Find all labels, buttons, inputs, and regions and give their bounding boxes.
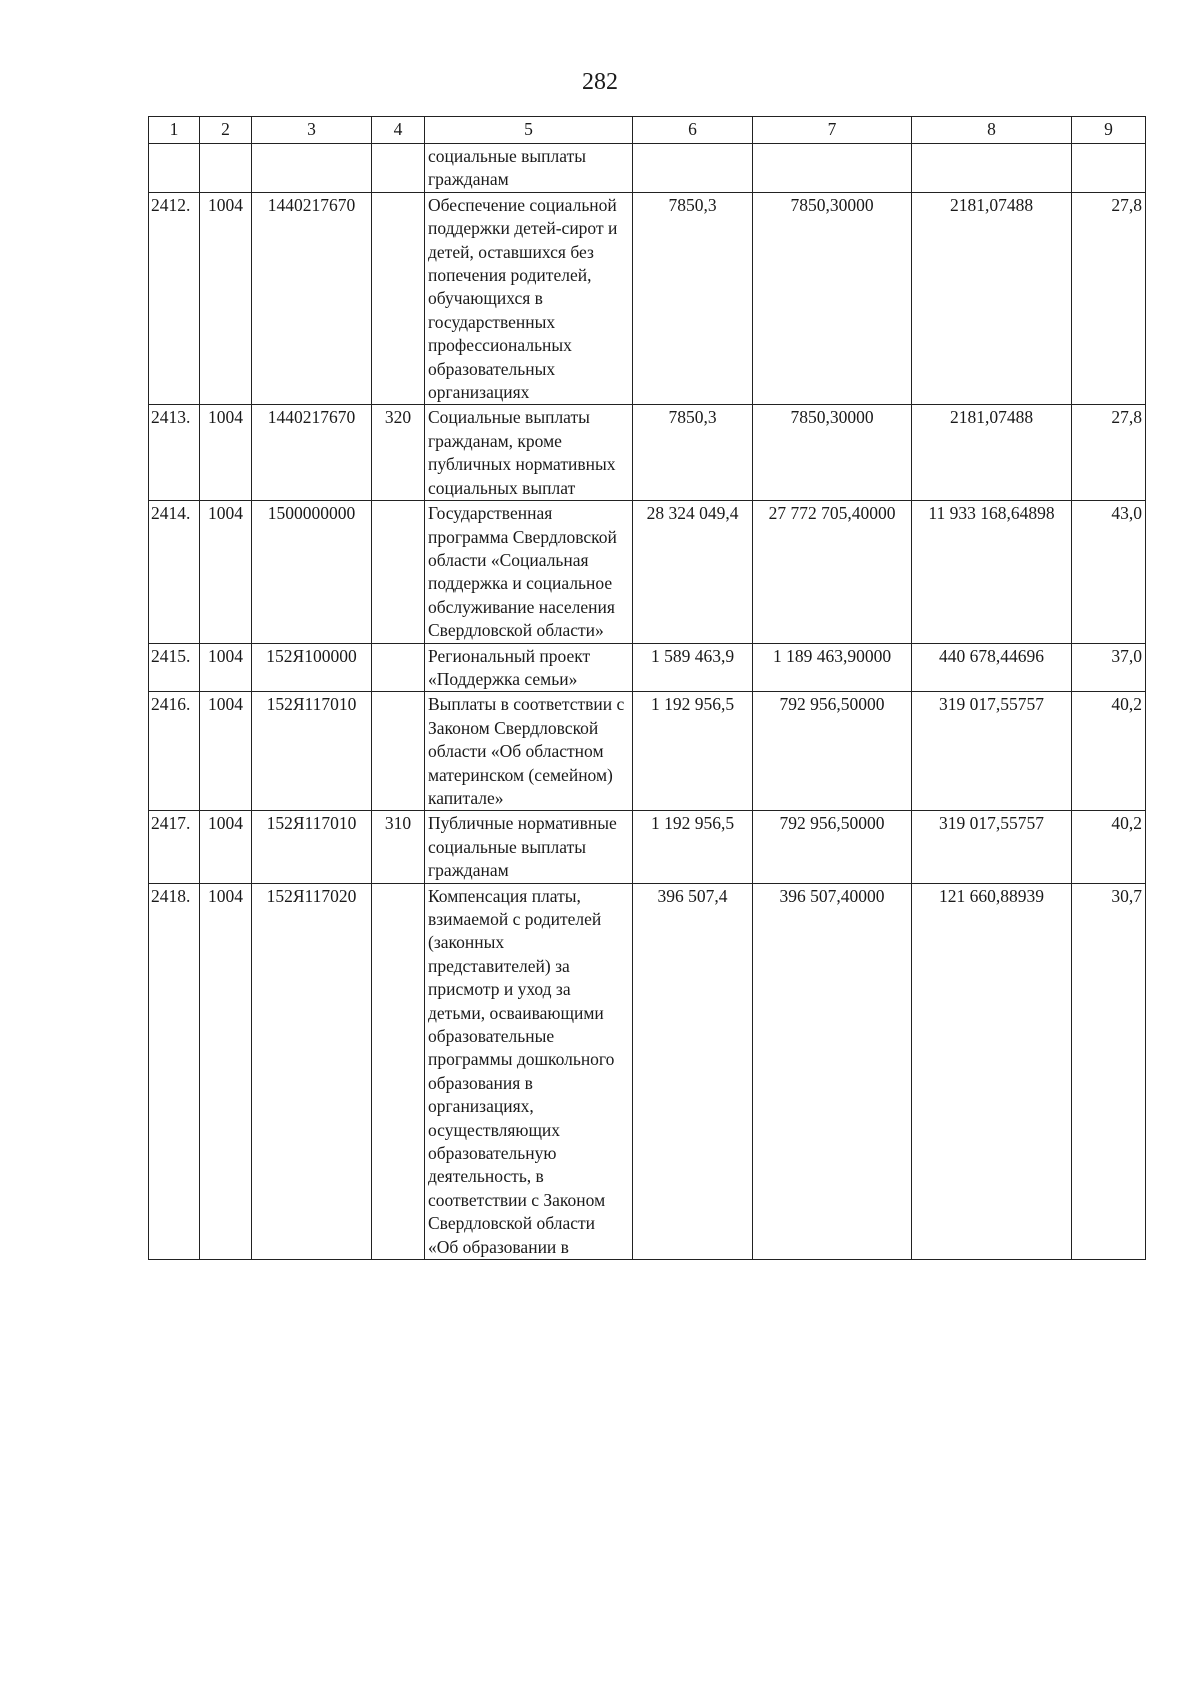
expense-type <box>372 144 425 193</box>
expense-type <box>372 643 425 692</box>
row-number: 2416. <box>149 692 200 811</box>
column-header: 6 <box>633 117 753 144</box>
value-col8: 121 660,88939 <box>912 883 1072 1260</box>
section-code: 1004 <box>200 883 252 1260</box>
value-col7: 7850,30000 <box>753 192 912 405</box>
row-number <box>149 144 200 193</box>
value-col8: 319 017,55757 <box>912 811 1072 883</box>
column-header: 5 <box>425 117 633 144</box>
value-col6: 1 192 956,5 <box>633 811 753 883</box>
table-row <box>149 405 1146 501</box>
value-col6: 1 589 463,9 <box>633 643 753 692</box>
expense-type <box>372 692 425 811</box>
table-row <box>149 883 1146 1260</box>
row-number: 2412. <box>149 192 200 405</box>
item-name: Компенсация платы, взимаемой с родителей (законных представителей) за присмотр и уход за детьми, осваивающими образовательные программы дошкольного образования в организациях, осуществляющих образовательную деятельность, в соответствии с Законом Свердловской области «Об образовании в <box>425 883 633 1260</box>
value-col7 <box>753 144 912 193</box>
target-code <box>252 144 372 193</box>
percent: 30,7 <box>1072 883 1146 1260</box>
row-number: 2414. <box>149 501 200 643</box>
section-code: 1004 <box>200 692 252 811</box>
target-code: 1440217670 <box>252 192 372 405</box>
table-row <box>149 501 1146 643</box>
row-number: 2413. <box>149 405 200 501</box>
value-col8 <box>912 144 1072 193</box>
percent: 27,8 <box>1072 405 1146 501</box>
expense-type <box>372 192 425 405</box>
section-code: 1004 <box>200 501 252 643</box>
table-row <box>149 144 1146 193</box>
value-col8: 2181,07488 <box>912 192 1072 405</box>
row-number: 2417. <box>149 811 200 883</box>
value-col8: 11 933 168,64898 <box>912 501 1072 643</box>
section-code: 1004 <box>200 192 252 405</box>
value-col7: 7850,30000 <box>753 405 912 501</box>
section-code: 1004 <box>200 405 252 501</box>
value-col7: 396 507,40000 <box>753 883 912 1260</box>
column-header: 3 <box>252 117 372 144</box>
column-header: 7 <box>753 117 912 144</box>
percent: 27,8 <box>1072 192 1146 405</box>
column-header: 1 <box>149 117 200 144</box>
item-name: Государственная программа Свердловской области «Социальная поддержка и социальное обслуживание населения Свердловской области» <box>425 501 633 643</box>
value-col7: 27 772 705,40000 <box>753 501 912 643</box>
target-code: 1440217670 <box>252 405 372 501</box>
value-col6 <box>633 144 753 193</box>
value-col7: 1 189 463,90000 <box>753 643 912 692</box>
header-row <box>149 117 1146 144</box>
target-code: 152Я117020 <box>252 883 372 1260</box>
target-code: 152Я100000 <box>252 643 372 692</box>
value-col8: 440 678,44696 <box>912 643 1072 692</box>
row-number: 2418. <box>149 883 200 1260</box>
value-col6: 7850,3 <box>633 405 753 501</box>
item-name: Обеспечение социальной поддержки детей-сирот и детей, оставшихся без попечения родителей, обучающихся в государственных профессиональных образовательных организациях <box>425 192 633 405</box>
percent: 43,0 <box>1072 501 1146 643</box>
column-header: 2 <box>200 117 252 144</box>
table-row <box>149 192 1146 405</box>
percent: 40,2 <box>1072 811 1146 883</box>
expense-type: 310 <box>372 811 425 883</box>
value-col7: 792 956,50000 <box>753 811 912 883</box>
value-col8: 319 017,55757 <box>912 692 1072 811</box>
column-header: 4 <box>372 117 425 144</box>
item-name: Публичные нормативные социальные выплаты гражданам <box>425 811 633 883</box>
page-number: 282 <box>582 69 618 95</box>
column-header: 8 <box>912 117 1072 144</box>
value-col6: 28 324 049,4 <box>633 501 753 643</box>
section-code: 1004 <box>200 811 252 883</box>
percent: 37,0 <box>1072 643 1146 692</box>
table-row <box>149 643 1146 692</box>
target-code: 1500000000 <box>252 501 372 643</box>
item-name: Выплаты в соответствии с Законом Свердловской области «Об областном материнском (семейном) капитале» <box>425 692 633 811</box>
expense-type <box>372 883 425 1260</box>
target-code: 152Я117010 <box>252 692 372 811</box>
section-code <box>200 144 252 193</box>
percent <box>1072 144 1146 193</box>
value-col6: 7850,3 <box>633 192 753 405</box>
value-col6: 1 192 956,5 <box>633 692 753 811</box>
column-header: 9 <box>1072 117 1146 144</box>
item-name: Социальные выплаты гражданам, кроме публичных нормативных социальных выплат <box>425 405 633 501</box>
expense-type <box>372 501 425 643</box>
row-number: 2415. <box>149 643 200 692</box>
value-col8: 2181,07488 <box>912 405 1072 501</box>
budget-table <box>148 116 1146 1260</box>
value-col7: 792 956,50000 <box>753 692 912 811</box>
value-col6: 396 507,4 <box>633 883 753 1260</box>
section-code: 1004 <box>200 643 252 692</box>
item-name: Региональный проект «Поддержка семьи» <box>425 643 633 692</box>
percent: 40,2 <box>1072 692 1146 811</box>
table-row <box>149 811 1146 883</box>
expense-type: 320 <box>372 405 425 501</box>
item-name: социальные выплаты гражданам <box>425 144 633 193</box>
table-row <box>149 692 1146 811</box>
target-code: 152Я117010 <box>252 811 372 883</box>
